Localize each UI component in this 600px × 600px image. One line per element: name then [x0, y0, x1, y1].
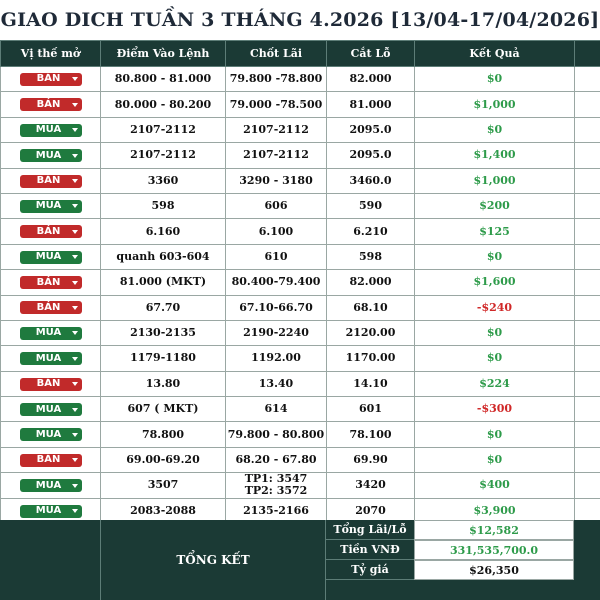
- cell-result: $200: [415, 193, 575, 218]
- position-label: MUA: [35, 505, 62, 517]
- position-label: BÁN: [36, 301, 61, 313]
- position-label: MUA: [35, 352, 62, 364]
- caret-down-icon: [72, 204, 78, 208]
- take-profit-value: 79.000 -78.500: [229, 97, 323, 111]
- cell-result: $3,900: [415, 498, 575, 523]
- take-profit-value: 2107-2112: [243, 148, 309, 162]
- caret-down-icon: [72, 458, 78, 462]
- cell-position: [1, 92, 101, 117]
- cell-take-profit: [226, 193, 327, 218]
- caret-down-icon: [72, 331, 78, 335]
- cell-edge: [575, 219, 600, 244]
- cell-stop-loss: 2095.0: [327, 117, 415, 142]
- cell-stop-loss: 1170.00: [327, 346, 415, 371]
- table-row: [1, 67, 600, 92]
- cell-stop-loss: 598: [327, 244, 415, 269]
- sell-position-dropdown[interactable]: [20, 276, 82, 289]
- cell-stop-loss: 590: [327, 193, 415, 218]
- buy-position-dropdown[interactable]: [20, 200, 82, 213]
- cell-stop-loss: 6.210: [327, 219, 415, 244]
- cell-result: $400: [415, 473, 575, 498]
- cell-position: [1, 168, 101, 193]
- caret-down-icon: [72, 306, 78, 310]
- position-label: MUA: [35, 428, 62, 440]
- cell-result: $224: [415, 371, 575, 396]
- cell-stop-loss: 2095.0: [327, 143, 415, 168]
- cell-take-profit: [226, 244, 327, 269]
- caret-down-icon: [72, 281, 78, 285]
- cell-position: [1, 219, 101, 244]
- buy-position-dropdown[interactable]: [20, 428, 82, 441]
- cell-edge: [575, 193, 600, 218]
- cell-take-profit: [226, 473, 327, 498]
- buy-position-dropdown[interactable]: [20, 327, 82, 340]
- caret-down-icon: [72, 509, 78, 513]
- cell-position: [1, 193, 101, 218]
- position-label: MUA: [35, 479, 62, 491]
- sell-position-dropdown[interactable]: [20, 98, 82, 111]
- header-position: Vị thế mở: [1, 41, 101, 67]
- take-profit-value: 6.100: [258, 224, 294, 238]
- cell-entry: 3360: [101, 168, 226, 193]
- cell-entry: 607 ( MKT): [101, 397, 226, 422]
- position-label: BÁN: [36, 73, 61, 85]
- cell-position: [1, 397, 101, 422]
- position-label: MUA: [35, 124, 62, 136]
- cell-edge: [575, 295, 600, 320]
- summary-rate-label: Tỷ giá: [326, 560, 414, 580]
- table-row: [1, 473, 600, 498]
- buy-position-dropdown[interactable]: [20, 505, 82, 518]
- take-profit-value: 1192.00: [251, 351, 301, 365]
- summary-vnd-row: [326, 540, 574, 560]
- cell-entry: 13.80: [101, 371, 226, 396]
- table-row: [1, 168, 600, 193]
- position-label: BÁN: [36, 225, 61, 237]
- cell-entry: 2130-2135: [101, 320, 226, 345]
- caret-down-icon: [72, 154, 78, 158]
- cell-take-profit: [226, 219, 327, 244]
- sell-position-dropdown[interactable]: [20, 175, 82, 188]
- take-profit-value: 79.800 -78.800: [229, 72, 323, 86]
- buy-position-dropdown[interactable]: [20, 352, 82, 365]
- header-entry: Điểm Vào Lệnh: [101, 41, 226, 67]
- position-label: BÁN: [36, 454, 61, 466]
- cell-position: [1, 371, 101, 396]
- cell-position: [1, 67, 101, 92]
- cell-position: [1, 422, 101, 447]
- cell-take-profit: [226, 143, 327, 168]
- caret-down-icon: [72, 357, 78, 361]
- cell-take-profit: [226, 447, 327, 472]
- table-body: [1, 67, 600, 524]
- cell-result: $1,400: [415, 143, 575, 168]
- summary-vnd-label: Tiền VNĐ: [326, 540, 414, 560]
- cell-stop-loss: 69.90: [327, 447, 415, 472]
- header-edge: [575, 41, 600, 67]
- cell-stop-loss: 78.100: [327, 422, 415, 447]
- cell-edge: [575, 397, 600, 422]
- summary-rate-row: [326, 560, 574, 580]
- cell-entry: 6.160: [101, 219, 226, 244]
- buy-position-dropdown[interactable]: [20, 251, 82, 264]
- cell-take-profit: [226, 397, 327, 422]
- position-label: MUA: [35, 149, 62, 161]
- cell-position: [1, 346, 101, 371]
- cell-position: [1, 447, 101, 472]
- take-profit-value: 606: [264, 199, 288, 213]
- summary-total-row: [326, 520, 574, 540]
- cell-position: [1, 143, 101, 168]
- cell-result: -$240: [415, 295, 575, 320]
- summary-rate-value: $26,350: [414, 560, 574, 580]
- position-label: MUA: [35, 327, 62, 339]
- cell-edge: [575, 92, 600, 117]
- caret-down-icon: [72, 433, 78, 437]
- take-profit-value: 610: [264, 249, 288, 263]
- cell-entry: quanh 603-604: [101, 244, 226, 269]
- take-profit-value: 3290 - 3180: [239, 173, 313, 187]
- cell-entry: 80.800 - 81.000: [101, 67, 226, 92]
- cell-result: $0: [415, 447, 575, 472]
- take-profit-value: 614: [264, 402, 288, 416]
- cell-entry: 78.800: [101, 422, 226, 447]
- take-profit-value: TP1: 3547: [244, 472, 308, 486]
- cell-entry: 80.000 - 80.200: [101, 92, 226, 117]
- cell-edge: [575, 422, 600, 447]
- take-profit-value: 2190-2240: [243, 326, 309, 340]
- take-profit-value: 13.40: [258, 376, 294, 390]
- cell-stop-loss: 14.10: [327, 371, 415, 396]
- cell-take-profit: [226, 270, 327, 295]
- cell-edge: [575, 117, 600, 142]
- cell-take-profit: [226, 92, 327, 117]
- cell-take-profit: [226, 346, 327, 371]
- table-row: [1, 270, 600, 295]
- cell-result: $0: [415, 117, 575, 142]
- sell-position-dropdown[interactable]: [20, 454, 82, 467]
- cell-result: $1,000: [415, 92, 575, 117]
- cell-result: $1,600: [415, 270, 575, 295]
- cell-stop-loss: 2120.00: [327, 320, 415, 345]
- cell-result: $0: [415, 346, 575, 371]
- table-row: [1, 193, 600, 218]
- buy-position-dropdown[interactable]: [20, 124, 82, 137]
- summary-total-value: $12,582: [414, 520, 574, 540]
- take-profit-value: 80.400-79.400: [231, 275, 321, 289]
- cell-entry: 67.70: [101, 295, 226, 320]
- cell-edge: [575, 67, 600, 92]
- table-header-row: [1, 41, 600, 67]
- take-profit-value: 67.10-66.70: [239, 300, 313, 314]
- header-stop-loss: Cắt Lỗ: [327, 41, 415, 67]
- table-row: [1, 244, 600, 269]
- cell-position: [1, 270, 101, 295]
- cell-position: [1, 320, 101, 345]
- cell-stop-loss: 81.000: [327, 92, 415, 117]
- take-profit-value: 2135-2166: [243, 503, 309, 517]
- cell-take-profit: [226, 67, 327, 92]
- cell-stop-loss: 82.000: [327, 67, 415, 92]
- position-label: BÁN: [36, 276, 61, 288]
- summary-total-label: Tổng Lãi/Lỗ: [326, 520, 414, 540]
- cell-position: [1, 295, 101, 320]
- cell-entry: 598: [101, 193, 226, 218]
- caret-down-icon: [72, 382, 78, 386]
- sell-position-dropdown[interactable]: [20, 301, 82, 314]
- position-label: BÁN: [36, 378, 61, 390]
- take-profit-value: 2107-2112: [243, 122, 309, 136]
- table-row: [1, 371, 600, 396]
- take-profit-value-2: TP2: 3572: [244, 484, 308, 498]
- page-title: GIAO DICH TUẦN 3 THÁNG 4.2026 [13/04-17/04/2026]: [0, 9, 600, 31]
- position-label: MUA: [35, 251, 62, 263]
- summary-panel: [0, 520, 600, 600]
- table-row: [1, 447, 600, 472]
- cell-entry: 81.000 (MKT): [101, 270, 226, 295]
- summary-vnd-value: 331,535,700.0: [414, 540, 574, 560]
- cell-result: $0: [415, 244, 575, 269]
- sell-position-dropdown[interactable]: [20, 378, 82, 391]
- cell-result: $0: [415, 320, 575, 345]
- position-label: BÁN: [36, 98, 61, 110]
- cell-stop-loss: 3460.0: [327, 168, 415, 193]
- cell-take-profit: [226, 295, 327, 320]
- caret-down-icon: [72, 484, 78, 488]
- cell-result: -$300: [415, 397, 575, 422]
- cell-take-profit: [226, 422, 327, 447]
- cell-edge: [575, 320, 600, 345]
- header-take-profit: Chốt Lãi: [226, 41, 327, 67]
- cell-entry: 3507: [101, 473, 226, 498]
- sell-position-dropdown[interactable]: [20, 73, 82, 86]
- caret-down-icon: [72, 128, 78, 132]
- cell-entry: 2107-2112: [101, 117, 226, 142]
- cell-take-profit: [226, 371, 327, 396]
- cell-take-profit: [226, 168, 327, 193]
- table-row: [1, 117, 600, 142]
- cell-edge: [575, 473, 600, 498]
- caret-down-icon: [72, 408, 78, 412]
- cell-result: $0: [415, 422, 575, 447]
- cell-result: $0: [415, 67, 575, 92]
- cell-stop-loss: 2070: [327, 498, 415, 523]
- buy-position-dropdown[interactable]: [20, 403, 82, 416]
- caret-down-icon: [72, 179, 78, 183]
- cell-entry: 69.00-69.20: [101, 447, 226, 472]
- table-row: [1, 422, 600, 447]
- position-label: MUA: [35, 200, 62, 212]
- cell-stop-loss: 3420: [327, 473, 415, 498]
- caret-down-icon: [72, 230, 78, 234]
- table-row: [1, 346, 600, 371]
- cell-stop-loss: 82.000: [327, 270, 415, 295]
- take-profit-value: 79.800 - 80.800: [227, 427, 325, 441]
- sell-position-dropdown[interactable]: [20, 225, 82, 238]
- trades-table: [0, 40, 600, 524]
- cell-stop-loss: 68.10: [327, 295, 415, 320]
- caret-down-icon: [72, 255, 78, 259]
- cell-edge: [575, 168, 600, 193]
- table-row: [1, 92, 600, 117]
- table-row: [1, 143, 600, 168]
- table-row: [1, 320, 600, 345]
- cell-entry: 2083-2088: [101, 498, 226, 523]
- position-label: BÁN: [36, 175, 61, 186]
- cell-position: [1, 117, 101, 142]
- cell-stop-loss: 601: [327, 397, 415, 422]
- cell-edge: [575, 346, 600, 371]
- table-row: [1, 397, 600, 422]
- position-label: MUA: [35, 403, 62, 415]
- cell-edge: [575, 371, 600, 396]
- cell-result: $1,000: [415, 168, 575, 193]
- cell-entry: 2107-2112: [101, 143, 226, 168]
- table-row: [1, 295, 600, 320]
- buy-position-dropdown[interactable]: [20, 149, 82, 162]
- cell-position: [1, 244, 101, 269]
- take-profit-value: 68.20 - 67.80: [235, 453, 317, 467]
- caret-down-icon: [72, 103, 78, 107]
- cell-result: $125: [415, 219, 575, 244]
- cell-take-profit: [226, 117, 327, 142]
- cell-edge: [575, 270, 600, 295]
- cell-edge: [575, 244, 600, 269]
- cell-edge: [575, 447, 600, 472]
- table-row: [1, 219, 600, 244]
- cell-take-profit: [226, 320, 327, 345]
- cell-entry: 1179-1180: [101, 346, 226, 371]
- header-result: Kết Quả: [415, 41, 575, 67]
- buy-position-dropdown[interactable]: [20, 479, 82, 492]
- cell-edge: [575, 143, 600, 168]
- caret-down-icon: [72, 77, 78, 81]
- summary-title: TỔNG KẾT: [100, 520, 326, 600]
- cell-position: [1, 473, 101, 498]
